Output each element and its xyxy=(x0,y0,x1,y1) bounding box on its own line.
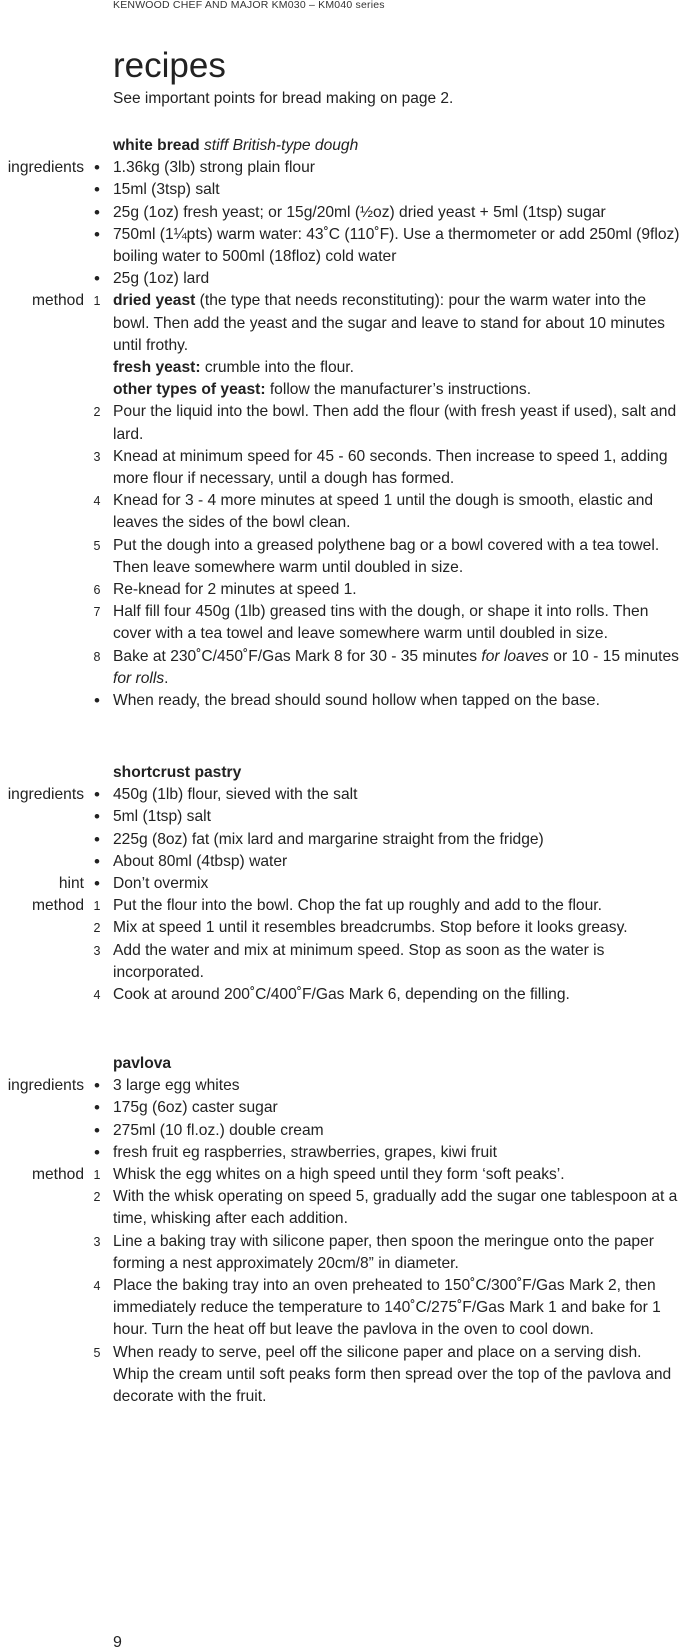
method-step-note xyxy=(0,357,680,379)
ingredient-item xyxy=(0,179,680,201)
method-step xyxy=(0,1275,680,1342)
ingredient-item xyxy=(0,1142,680,1164)
row-body-text: follow the manufacturer’s instructions. xyxy=(265,381,532,399)
tip-item xyxy=(0,690,680,712)
row-label: method xyxy=(31,292,84,310)
row-text xyxy=(113,646,680,690)
bullet-marker: • xyxy=(94,1076,100,1096)
method-step xyxy=(0,601,680,645)
row-body-text: Bake at 230˚C/450˚F/Gas Mark 8 for 30 - 35 minutes xyxy=(113,647,482,665)
ingredient-item xyxy=(0,784,680,806)
row-text: Add the water and mix at minimum speed. Stop as soon as the water is incorporated. xyxy=(113,941,605,981)
step-number: 2 xyxy=(93,921,101,936)
step-number: 1 xyxy=(93,899,101,914)
ingredient-item xyxy=(0,268,680,290)
row-text: 175g (6oz) caster sugar xyxy=(113,1099,278,1117)
method-step xyxy=(0,1186,680,1230)
recipe-heading xyxy=(0,135,680,157)
bullet-marker: • xyxy=(94,691,100,711)
step-number: 2 xyxy=(93,1190,101,1205)
step-number: 4 xyxy=(93,1279,101,1294)
recipe-subtitle: stiff British-type dough xyxy=(204,137,359,154)
method-step xyxy=(0,535,680,579)
method-step xyxy=(0,895,680,917)
step-number: 4 xyxy=(93,494,101,509)
recipe-heading xyxy=(0,762,680,784)
step-number: 1 xyxy=(93,1168,101,1183)
step-number: 3 xyxy=(93,943,101,958)
method-step xyxy=(0,646,680,690)
ingredient-item xyxy=(0,157,680,179)
step-number: 2 xyxy=(93,405,101,420)
row-text: 25g (1oz) fresh yeast; or 15g/20ml (½oz) dried yeast + 5ml (1tsp) sugar xyxy=(113,203,606,221)
recipe-white-bread xyxy=(0,135,680,712)
row-text: Place the baking tray into an oven preheated to 150˚C/300˚F/Gas Mark 2, then immediately reduce the temperature to 140˚C/275˚F/Gas Mark 1 and bake for 1 hour. Turn the heat off but leave the pavlova in the oven to cool down. xyxy=(113,1277,661,1339)
row-text: When ready, the bread should sound hollow when tapped on the base. xyxy=(113,692,600,710)
row-text: 225g (8oz) fat (mix lard and margarine straight from the fridge) xyxy=(113,830,544,848)
row-bold-text: fresh yeast: xyxy=(113,359,201,377)
bullet-marker: • xyxy=(94,180,100,200)
row-text xyxy=(113,290,680,357)
method-step xyxy=(0,446,680,490)
page-number: 9 xyxy=(113,1634,122,1651)
bullet-marker: • xyxy=(94,874,100,894)
method-step xyxy=(0,1164,680,1186)
ingredient-item xyxy=(0,806,680,828)
row-text: Knead for 3 - 4 more minutes at speed 1 until the dough is smooth, elastic and leaves the sides of the bowl clean. xyxy=(113,492,654,532)
bullet-marker: • xyxy=(94,1120,100,1140)
row-text: Half fill four 450g (1lb) greased tins with the dough, or shape it into rolls. Then cover with a tea towel and leave somewhere warm until doubled in size. xyxy=(113,603,649,643)
row-body-text: . xyxy=(164,669,169,687)
recipe-title: pavlova xyxy=(113,1055,172,1072)
method-step xyxy=(0,984,680,1006)
running-header: KENWOOD CHEF AND MAJOR KM030 – KM040 series xyxy=(113,0,385,11)
row-text: Put the dough into a greased polythene bag or a bowl covered with a tea towel. Then leave somewhere warm until doubled in size. xyxy=(113,536,660,576)
row-text: Line a baking tray with silicone paper, then spoon the meringue onto the paper forming a nest approximately 20cm/8” in diameter. xyxy=(113,1232,654,1272)
method-step-note xyxy=(0,379,680,401)
recipe-shortcrust-pastry xyxy=(0,762,680,1006)
row-text: Knead at minimum speed for 45 - 60 seconds. Then increase to speed 1, adding more flour if necessary, until a dough has formed. xyxy=(113,447,668,488)
ingredient-item xyxy=(0,1075,680,1097)
method-step xyxy=(0,579,680,601)
row-text: Whisk the egg whites on a high speed until they form ‘soft peaks’. xyxy=(113,1166,565,1184)
row-text xyxy=(113,379,680,401)
bullet-marker: • xyxy=(94,202,100,222)
step-number: 5 xyxy=(93,538,101,553)
row-text xyxy=(113,357,680,379)
step-number: 8 xyxy=(93,649,101,664)
ingredient-item xyxy=(0,1097,680,1119)
recipe-heading xyxy=(0,1053,680,1075)
row-text: 750ml (1¼pts) warm water: 43˚C (110˚F). Use a thermometer or add 250ml (9floz) boiling water to 500ml (18floz) cold water xyxy=(113,225,680,266)
recipe-title: white bread xyxy=(113,137,200,154)
ingredient-item xyxy=(0,202,680,224)
row-text: 5ml (1tsp) salt xyxy=(113,808,211,826)
row-text: Re-knead for 2 minutes at speed 1. xyxy=(113,581,357,599)
step-number: 3 xyxy=(93,1234,101,1249)
method-step xyxy=(0,401,680,445)
method-step xyxy=(0,490,680,534)
step-number: 1 xyxy=(93,294,101,309)
step-number: 7 xyxy=(93,605,101,620)
hint-item xyxy=(0,873,680,895)
row-text: 15ml (3tsp) salt xyxy=(113,181,220,199)
method-step xyxy=(0,1231,680,1275)
row-body-text: or 10 - 15 minutes xyxy=(548,647,679,665)
step-number: 5 xyxy=(93,1345,101,1360)
row-italic-text: for rolls xyxy=(113,669,165,687)
recipe-pavlova xyxy=(0,1053,680,1408)
page-title: recipes xyxy=(113,46,226,85)
row-text: 1.36kg (3lb) strong plain flour xyxy=(113,159,315,177)
row-italic-text: for loaves xyxy=(481,647,549,665)
page-subtitle: See important points for bread making on page 2. xyxy=(113,90,454,107)
row-body-text: crumble into the flour. xyxy=(200,359,354,377)
step-number: 3 xyxy=(93,449,101,464)
row-text: Put the flour into the bowl. Chop the fat up roughly and add to the flour. xyxy=(113,897,602,915)
bullet-marker: • xyxy=(94,269,100,289)
row-text: Cook at around 200˚C/400˚F/Gas Mark 6, depending on the filling. xyxy=(113,986,570,1004)
ingredient-item xyxy=(0,851,680,873)
row-label: method xyxy=(31,897,84,915)
row-text: fresh fruit eg raspberries, strawberries, grapes, kiwi fruit xyxy=(113,1143,497,1161)
bullet-marker: • xyxy=(94,224,100,244)
bullet-marker: • xyxy=(94,1098,100,1118)
row-label: ingredients xyxy=(7,159,84,177)
row-label: ingredients xyxy=(7,786,84,804)
row-text: Don’t overmix xyxy=(113,875,209,893)
bullet-marker: • xyxy=(94,829,100,849)
bullet-marker: • xyxy=(94,851,100,871)
row-text: 25g (1oz) lard xyxy=(113,270,210,288)
step-number: 6 xyxy=(93,583,101,598)
bullet-marker: • xyxy=(94,1142,100,1162)
step-number: 4 xyxy=(93,988,101,1003)
row-text: Pour the liquid into the bowl. Then add the flour (with fresh yeast if used), salt and lard. xyxy=(113,403,677,443)
row-text: 275ml (10 fl.oz.) double cream xyxy=(113,1121,324,1139)
row-text: Mix at speed 1 until it resembles breadcrumbs. Stop before it looks greasy. xyxy=(113,919,628,937)
row-bold-text: other types of yeast: xyxy=(113,381,266,399)
ingredient-item xyxy=(0,224,680,268)
method-step xyxy=(0,940,680,984)
ingredient-item xyxy=(0,829,680,851)
method-step xyxy=(0,290,680,357)
row-body-text: (the type that needs reconstituting): pour the warm water into the bowl. Then add the yeast and the sugar and leave to stand for about 10 minutes until frothy. xyxy=(113,292,665,354)
row-text: About 80ml (4tbsp) water xyxy=(113,852,288,870)
row-text: 450g (1lb) flour, sieved with the salt xyxy=(113,786,358,804)
bullet-marker: • xyxy=(94,807,100,827)
bullet-marker: • xyxy=(94,158,100,178)
row-label: method xyxy=(31,1166,84,1184)
bullet-marker: • xyxy=(94,785,100,805)
ingredient-item xyxy=(0,1120,680,1142)
row-text: With the whisk operating on speed 5, gradually add the sugar one tablespoon at a time, whisking after each addition. xyxy=(113,1188,678,1228)
row-text: When ready to serve, peel off the silicone paper and place on a serving dish. Whip the cream until soft peaks form then spread over the top of the pavlova and decorate with the fruit. xyxy=(113,1343,672,1406)
row-label: ingredients xyxy=(7,1077,84,1095)
row-label: hint xyxy=(58,875,84,893)
row-bold-text: dried yeast xyxy=(113,292,196,310)
method-step xyxy=(0,1342,680,1409)
recipe-title: shortcrust pastry xyxy=(113,764,242,781)
method-step xyxy=(0,917,680,939)
row-text: 3 large egg whites xyxy=(113,1077,240,1095)
